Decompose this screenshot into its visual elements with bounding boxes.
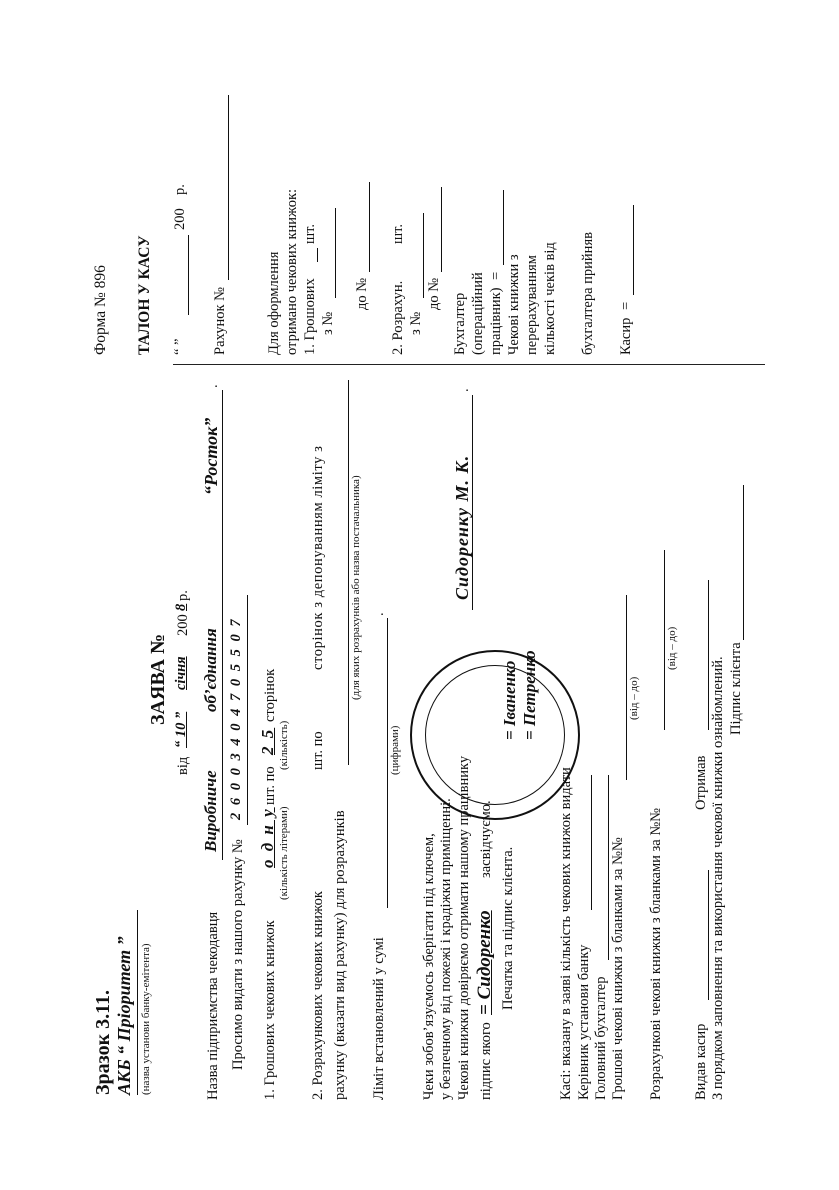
date-month: січня bbox=[173, 656, 189, 690]
talon-accountant-1: Бухгалтер bbox=[452, 292, 468, 355]
talon-recalc-2: перерахуванням bbox=[524, 255, 540, 355]
signature-suffix: засвідчуємо. bbox=[478, 800, 494, 878]
enterprise-name-2: об’єднання bbox=[201, 628, 220, 712]
item1-count: о д н у bbox=[258, 807, 277, 868]
settlement-books-issued: Розрахункові чекові книжки з бланками за №№ bbox=[648, 807, 664, 1100]
signature-petrenko: = Петренко bbox=[520, 650, 539, 740]
limit-caption: (цифрами) bbox=[389, 725, 401, 775]
received-label: Отримав bbox=[693, 755, 709, 810]
talon-divider bbox=[173, 364, 765, 365]
date-year-prefix: 200 bbox=[175, 614, 191, 636]
talon-accountant-sign: = bbox=[488, 271, 504, 280]
talon-cash-books: 1. Грошових bbox=[302, 278, 318, 355]
talon-title: ТАЛОН У КАСУ bbox=[136, 235, 153, 355]
bank-head: Керівник установи банку bbox=[576, 944, 592, 1100]
acquainted-line: З порядком заповнення та використання чекової книжки ознайомлений. bbox=[710, 656, 726, 1100]
enterprise-name-1: Виробниче bbox=[201, 770, 220, 852]
date-suffix: р. bbox=[175, 590, 191, 601]
talon-to-no-2: до № bbox=[426, 277, 442, 310]
talon-to-no: до № bbox=[354, 277, 370, 310]
client-signature: Підпис клієнта bbox=[728, 642, 744, 735]
item2-caption: (для яких розрахунків або назва постачальника) bbox=[350, 475, 362, 700]
date-day: “ 10 ” bbox=[173, 711, 189, 748]
issued-by-cashier: Видав касир bbox=[693, 1023, 709, 1100]
bank-caption: (назва установи банку-емітента) bbox=[140, 943, 152, 1095]
application-form: Зразок 3.11. АКБ “ Пріоритет ” (назва установи банку-емітента) ЗАЯВА № від “ 10 ” січня 200 8 р. Назва підприємства чекодавця Виробниче об’єднання “Росток” . Просимо видати з нашого рахунку № 2 6 0 0 3 4 0 4 7 0 5 5 0 7 1. Грошових чекових книжок о д н у шт. по 2 5 сторінок (кількість літерами) (кількість) 2. Розрахункових чекових книжок шт. по сторінок з депонуванням ліміту з рахунку (вказати вид рахунку) для розрахунків (для яких розрахунків або назва постачальника) Ліміт встановлений у сумі . (цифрами) Чеки зобов’язуємось зберігати під ключем, у безпечному від пожежі і крадіжки приміщенні. Чекові книжки довіряємо отримати нашому працівнику Сидоренку М. К. . підпис якого = Сидоренко засвідчуємо. Печатка та підпис клієнта. = Іваненко = Петренко Касі: вказану в заяві кількість чекових книжок видати Керівник установи банку Головний бухгалтер Грошові чекові книжки з бланками за №№ (від – до) Розрахункові чекові книжки з бланками за №№ (від – до) Видав касир Отримав З порядком заповнення та використання чекової книжки ознайомлений. Підпис клієнта Форма № 896 ТАЛОН У КАСУ “ ” 200 р. Рахунок № Для оформлення отримано чекових книжок: 1. Грошових шт. з № до № 2. Розрахун. шт. з № до № Бухгалтер (операційний працівник) = Чекові книжки з перерахуванням кількості чеків від бухгалтера прийняв Касир = bbox=[85, 90, 765, 1110]
talon-date-quotes: “ ” bbox=[172, 338, 188, 355]
talon-recalc-3: кількості чеків від bbox=[542, 242, 558, 355]
application-title: ЗАЯВА № bbox=[147, 633, 169, 725]
cash-books-issued: Грошові чекові книжки з бланками за №№ bbox=[610, 837, 626, 1100]
date-prefix: від bbox=[175, 756, 191, 775]
obligation-line2: у безпечному від пожежі і крадіжки приміщенні. bbox=[438, 798, 454, 1100]
talon-account-label: Рахунок № bbox=[212, 287, 228, 355]
item1-suffix: сторінок bbox=[262, 668, 278, 722]
account-number: 2 6 0 0 3 4 0 4 7 0 5 5 0 7 bbox=[228, 617, 244, 820]
limit-label: Ліміт встановлений у сумі bbox=[371, 937, 387, 1100]
talon-from-no-2: з № bbox=[408, 311, 424, 335]
sample-number: Зразок 3.11. bbox=[92, 989, 114, 1095]
signature-ivanenko: = Іваненко bbox=[500, 660, 519, 740]
bank-name: АКБ “ Пріоритет ” bbox=[114, 936, 134, 1095]
talon-accountant-2: (операційний bbox=[470, 272, 486, 355]
talon-pcs: шт. bbox=[302, 223, 318, 244]
signature-sample: = Сидоренко bbox=[474, 910, 495, 1015]
settlement-range-caption: (від – до) bbox=[666, 626, 678, 670]
signature-prefix: підпис якого bbox=[478, 1022, 494, 1100]
item2-line2: рахунку (вказати вид рахунку) для розрахунків bbox=[332, 810, 348, 1100]
talon-from-no: з № bbox=[320, 311, 336, 335]
item1-caption-right: (кількість) bbox=[278, 720, 290, 770]
stamp-inner-circle bbox=[425, 665, 565, 805]
date-year-digit: 8 bbox=[173, 603, 189, 611]
talon-date-year: 200 bbox=[172, 208, 188, 230]
obligation-line1: Чеки зобов’язуємось зберігати під ключем, bbox=[421, 833, 437, 1100]
item1-prefix: 1. Грошових чекових книжок bbox=[262, 920, 278, 1100]
talon-pcs2: шт. bbox=[390, 223, 406, 244]
talon-received-1: Для оформлення bbox=[266, 251, 282, 355]
item1-pages: 2 5 bbox=[258, 727, 277, 755]
talon-received-2: отримано чекових книжок: bbox=[284, 188, 300, 355]
item2-line1-b: шт. по bbox=[310, 731, 326, 770]
talon-cashier: Касир bbox=[618, 317, 634, 355]
cash-instruction: Касі: вказану в заяві кількість чекових книжок видати bbox=[558, 767, 574, 1100]
item1-caption-left: (кількість літерами) bbox=[278, 806, 290, 900]
talon-settlement-books: 2. Розрахун. bbox=[390, 280, 406, 355]
item2-line1-a: 2. Розрахункових чекових книжок bbox=[310, 891, 326, 1100]
enterprise-label: Назва підприємства чекодавця bbox=[205, 911, 221, 1100]
enterprise-name-3: “Росток” bbox=[201, 417, 221, 495]
account-request: Просимо видати з нашого рахунку № bbox=[230, 839, 246, 1070]
item2-line1-c: сторінок з депонуванням ліміту з bbox=[310, 445, 326, 670]
stamp-caption: Печатка та підпис клієнта. bbox=[500, 846, 516, 1010]
chief-accountant: Головний бухгалтер bbox=[593, 976, 609, 1100]
cash-range-caption: (від – до) bbox=[628, 676, 640, 720]
talon-recalc-1: Чекові книжки з bbox=[506, 254, 522, 355]
talon-cashier-sign: = bbox=[618, 301, 634, 310]
item1-mid: шт. по bbox=[262, 766, 278, 805]
trust-line: Чекові книжки довіряємо отримати нашому працівнику bbox=[456, 755, 472, 1100]
talon-form: Форма № 896 bbox=[92, 265, 109, 355]
trust-person: Сидоренку М. К. bbox=[452, 454, 472, 600]
talon-accepted-from: бухгалтера прийняв bbox=[580, 232, 596, 355]
talon-accountant-3: працівник) bbox=[488, 287, 504, 355]
talon-date-suffix: р. bbox=[172, 184, 188, 195]
